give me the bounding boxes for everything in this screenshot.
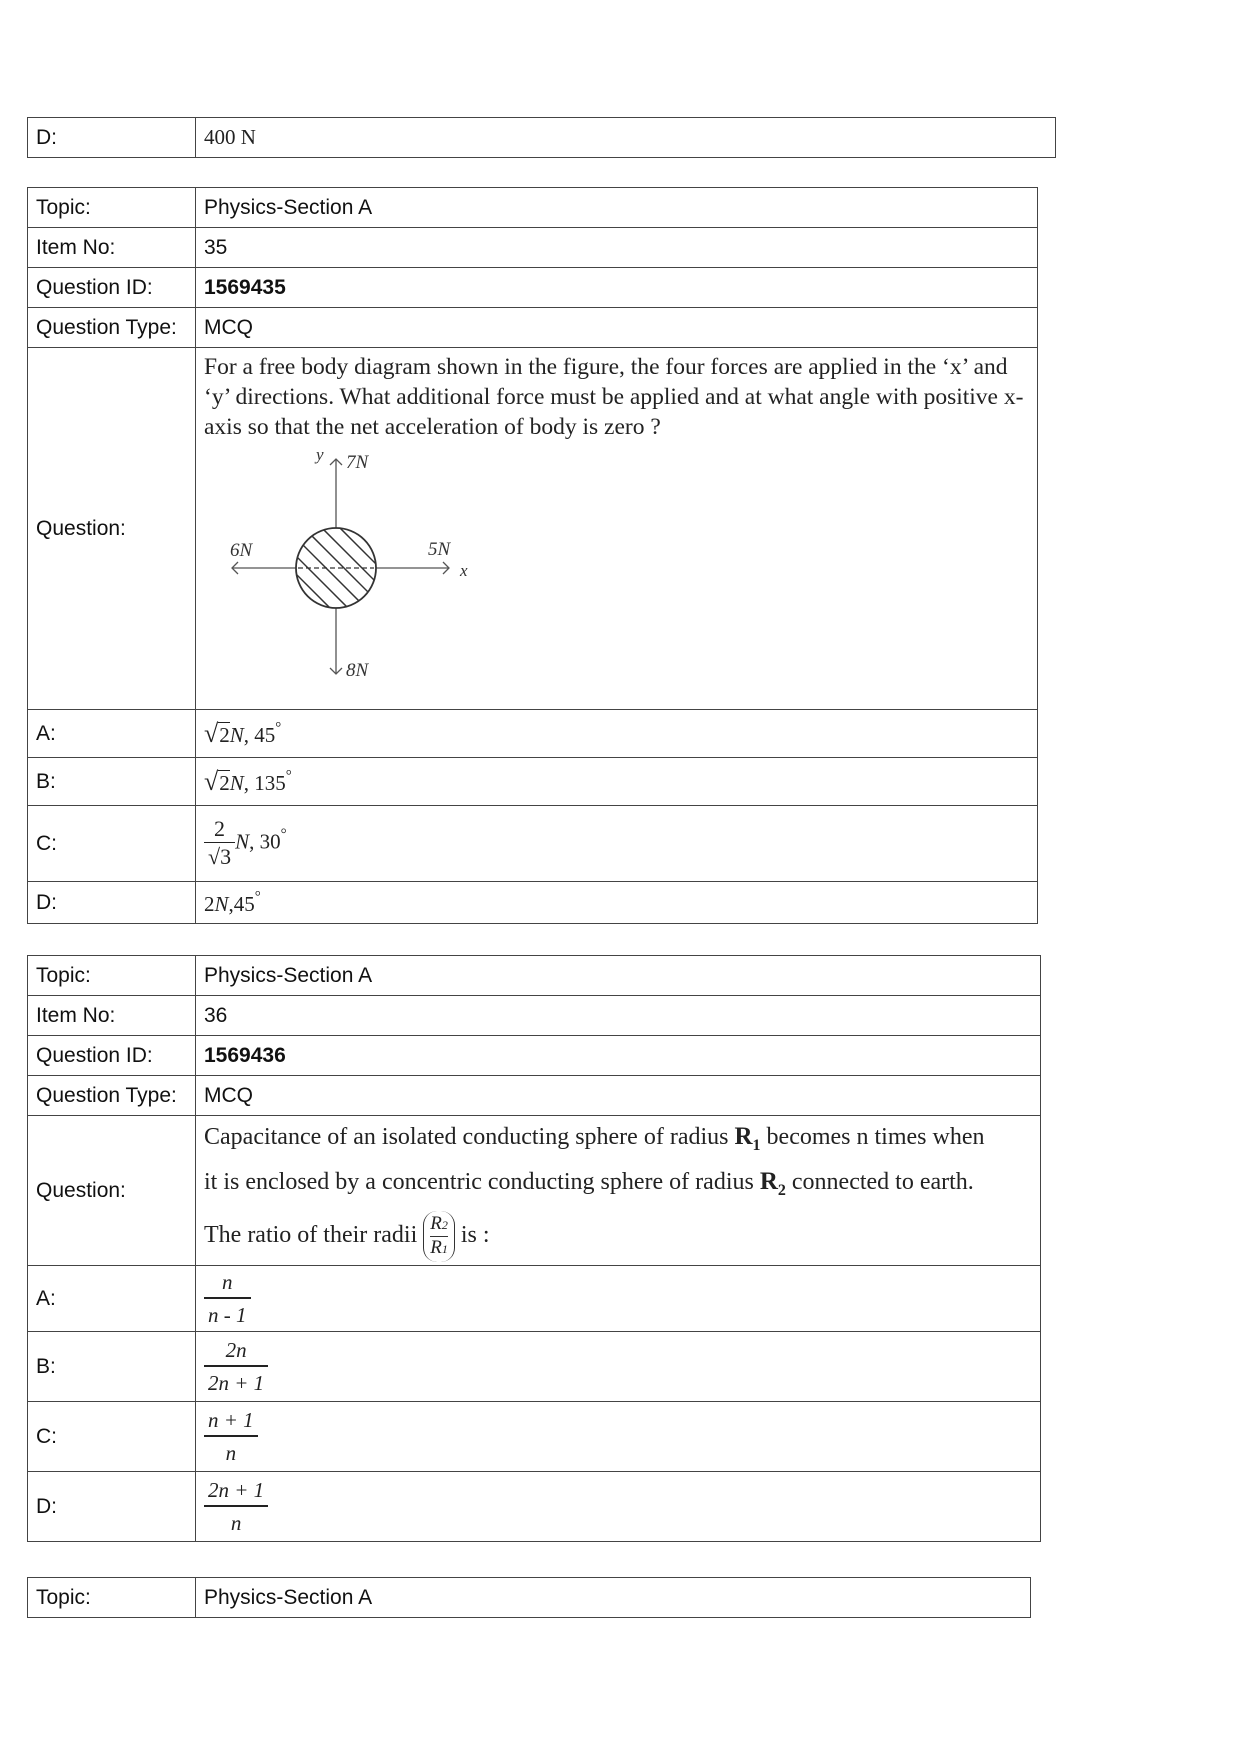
sqrt-expression: √2 xyxy=(204,718,230,748)
question-id-value: 1569435 xyxy=(196,268,1038,308)
fraction: $\frac{2}{√3}$ xyxy=(204,816,235,871)
option-a-value: √2N, 45° xyxy=(196,710,1038,758)
question-35-table xyxy=(27,187,1038,924)
question-text xyxy=(196,1116,1041,1266)
question-label: Question: xyxy=(28,1116,196,1266)
item-no-value: 36 xyxy=(196,996,1041,1036)
topic-value: Physics-Section A xyxy=(196,956,1041,996)
option-b-value: √2N, 135° xyxy=(196,758,1038,806)
question-type-label: Question Type: xyxy=(28,308,196,348)
question-cell xyxy=(196,348,1038,710)
force-down-label: 8N xyxy=(346,660,369,681)
question-line-1: Capacitance of an isolated conducting sphere of radius $R_1$ becomes n times when xyxy=(204,1123,985,1154)
question-id-label: Question ID: xyxy=(28,268,196,308)
option-a-value xyxy=(196,1266,1041,1332)
question-text: For a free body diagram shown in the figure, the four forces are applied in the ‘x’ and ‘y’ directions. What additional force must be applied and at what angle with positive x-axis so that the net acceleration of body is zero ? xyxy=(204,354,1024,440)
fraction: $\frac{2n + 1}{n}$ xyxy=(204,1475,268,1539)
question-line-2: it is enclosed by a concentric conducting sphere of radius $R_2$ connected to earth. xyxy=(204,1168,974,1199)
question-36-table xyxy=(27,955,1041,1542)
force-right-label: 5N xyxy=(428,539,451,560)
option-d-value xyxy=(196,1472,1041,1542)
option-a-label: A: xyxy=(28,710,196,758)
prev-question-table xyxy=(27,117,1056,158)
option-b-label: B: xyxy=(28,1332,196,1402)
item-no-value: 35 xyxy=(196,228,1038,268)
question-id-value: 1569436 xyxy=(196,1036,1041,1076)
option-c-label: C: xyxy=(28,1402,196,1472)
option-a-label: A: xyxy=(28,1266,196,1332)
option-c-value: $\frac{2}{√3}$ N, 30° xyxy=(196,806,1038,882)
fraction: $\frac{n}{n - 1}$ xyxy=(204,1267,251,1331)
item-no-label: Item No: xyxy=(28,996,196,1036)
y-axis-label: y xyxy=(316,445,324,464)
question-type-value: MCQ xyxy=(196,308,1038,348)
question-type-value: MCQ xyxy=(196,1076,1041,1116)
fraction: $\frac{n + 1}{n}$ xyxy=(204,1405,258,1469)
topic-label: Topic: xyxy=(28,1578,196,1618)
x-axis-label: x xyxy=(460,561,468,580)
question-id-label: Question ID: xyxy=(28,1036,196,1076)
sqrt-expression: √2 xyxy=(204,766,230,796)
topic-label: Topic: xyxy=(28,188,196,228)
next-question-table xyxy=(27,1577,1031,1618)
option-c-label: C: xyxy=(28,806,196,882)
topic-value: Physics-Section A xyxy=(196,188,1038,228)
option-d-value: 400 N xyxy=(196,118,1056,158)
question-type-label: Question Type: xyxy=(28,1076,196,1116)
force-up-label: 7N xyxy=(346,452,369,473)
option-c-value xyxy=(196,1402,1041,1472)
item-no-label: Item No: xyxy=(28,228,196,268)
question-line-3: The ratio of their radii $\frac{R2}{R1}$ is : xyxy=(204,1211,1032,1262)
option-b-label: B: xyxy=(28,758,196,806)
option-d-value: 2N,45° xyxy=(196,882,1038,924)
option-d-label: D: xyxy=(28,882,196,924)
force-left-label: 6N xyxy=(230,540,253,561)
option-b-value xyxy=(196,1332,1041,1402)
free-body-diagram xyxy=(204,444,504,694)
topic-value: Physics-Section A xyxy=(196,1578,1031,1618)
option-d-label: D: xyxy=(28,118,196,158)
question-label: Question: xyxy=(28,348,196,710)
option-d-label: D: xyxy=(28,1472,196,1542)
topic-label: Topic: xyxy=(28,956,196,996)
radius-ratio-fraction: $\frac{R2}{R1}$ xyxy=(423,1211,455,1262)
fraction: $\frac{2n}{2n + 1}$ xyxy=(204,1335,268,1399)
